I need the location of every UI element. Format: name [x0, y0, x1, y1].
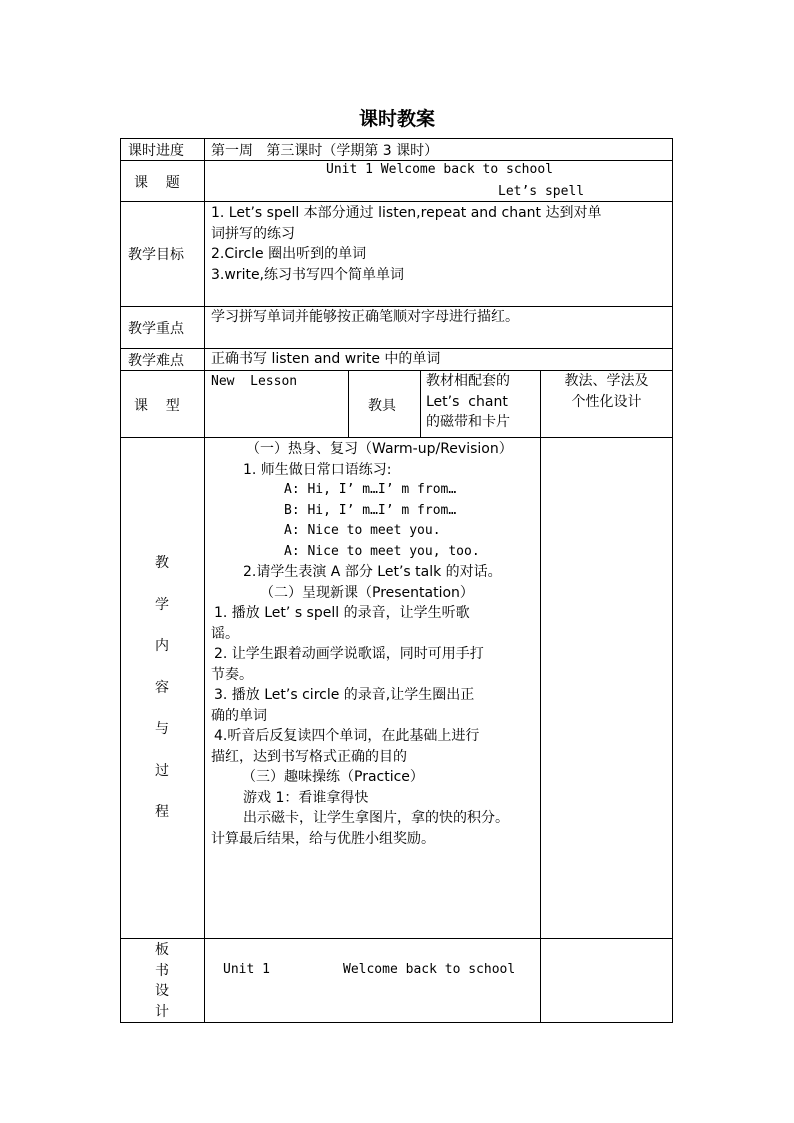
difficulty-label: 教学难点 [128, 353, 184, 369]
content-line: 计算最后结果，给与优胜小组奖励。 [211, 830, 435, 847]
board-label: 板 书 设 计 [155, 942, 169, 1020]
objectives-label: 教学目标 [128, 247, 184, 263]
topic-line-2: Let’s spell [498, 184, 585, 199]
content-line: 2.请学生表演 A 部分 Let’s talk 的对话。 [243, 564, 502, 580]
objectives-text [211, 203, 601, 285]
content-line: （三）趣味操练（Practice） [242, 769, 424, 785]
topic-label: 课 题 [134, 175, 180, 191]
content-line: 出示磁卡，让学生拿图片，拿的快的积分。 [243, 810, 509, 826]
key-point-value: 学习拼写单词并能够按正确笔顺对字母进行描红。 [211, 309, 519, 325]
content-line: 游戏 1：看谁拿得快 [243, 789, 369, 806]
content-line: A: Hi, I’ m…I’ m from… [284, 482, 457, 497]
key-point-label: 教学重点 [128, 321, 184, 337]
aids-text [426, 371, 510, 433]
aids-line: 教材相配套的 [426, 373, 510, 389]
methods-header [541, 371, 672, 412]
content-line: 谣。 [211, 625, 239, 642]
content-line: 1. 播放 Let’ s spell 的录音，让学生听歌 [214, 605, 470, 621]
content-line: （二）呈现新课（Presentation） [260, 584, 474, 601]
objective-line: 2.Circle 圈出听到的单词 [211, 246, 367, 262]
content-line: 4.听音后反复读四个单词，在此基础上进行 [214, 728, 480, 744]
content-line: 2. 让学生跟着动画学说歌谣，同时可用手打 [214, 646, 484, 662]
lesson-type-value: New Lesson [211, 374, 298, 389]
aids-line: 的磁带和卡片 [426, 414, 510, 430]
board-text: Welcome back to school [343, 962, 516, 977]
content-line: 3. 播放 Let’s circle 的录音,让学生圈出正 [214, 687, 475, 703]
content-line: A: Nice to meet you. [284, 523, 441, 538]
content-line: 1. 师生做日常口语练习: [243, 461, 392, 478]
content-line: 确的单词 [211, 707, 267, 724]
content-label: 教 学 内 容 与 过 程 [155, 555, 169, 820]
content-line: B: Hi, I’ m…I’ m from… [284, 502, 457, 518]
content-line: 节奏。 [211, 666, 253, 683]
difficulty-value: 正确书写 listen and write 中的单词 [211, 351, 441, 367]
objective-line: 词拼写的练习 [211, 225, 295, 242]
objective-line: 1. Let’s spell 本部分通过 listen,repeat and chant 达到对单 [211, 205, 602, 221]
board-unit: Unit 1 [223, 962, 270, 977]
lesson-type-label: 课 型 [134, 398, 180, 414]
topic-line-1: Unit 1 Welcome back to school [326, 162, 553, 177]
progress-value: 第一周 第三课时（学期第 3 课时） [211, 143, 439, 159]
methods-line: 个性化设计 [571, 393, 642, 410]
content-text [208, 439, 540, 849]
methods-line: 教法、学法及 [564, 373, 649, 389]
content-line: 描红，达到书写格式正确的目的 [211, 748, 407, 765]
page-title: 课时教案 [358, 108, 435, 130]
objective-line: 3.write,练习书写四个简单单词 [211, 266, 405, 283]
content-line: （一）热身、复习（Warm-up/Revision） [246, 441, 513, 457]
progress-label: 课时进度 [128, 143, 184, 159]
content-line: A: Nice to meet you, too. [284, 543, 480, 559]
aids-label: 教具 [368, 398, 396, 414]
aids-line: Let’s chant [426, 393, 508, 410]
